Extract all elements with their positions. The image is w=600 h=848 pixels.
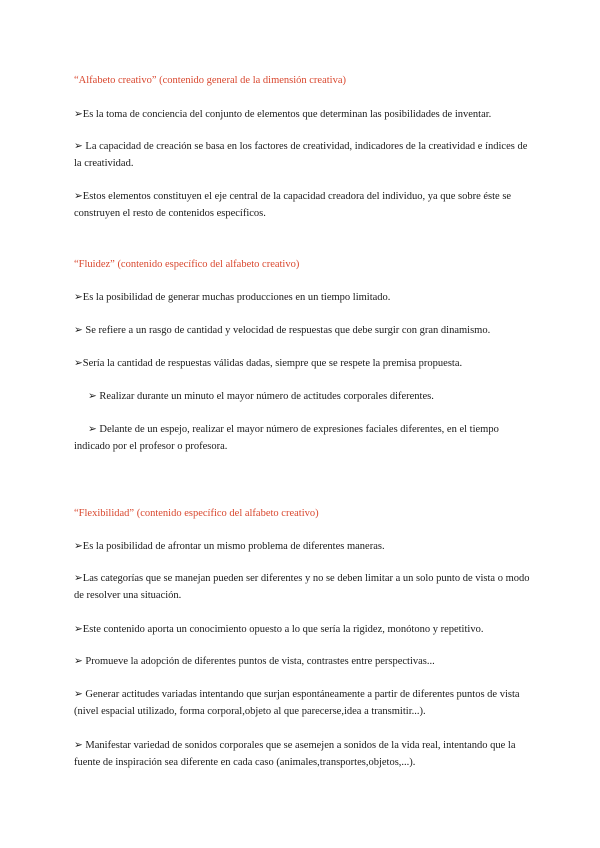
paragraph: ➢Este contenido aporta un conocimiento opuesto a lo que sería la rigidez, monótono y repetitivo.: [74, 624, 484, 635]
paragraph: ➢ Promueve la adopción de diferentes puntos de vista, contrastes entre perspectivas...: [74, 656, 435, 667]
paragraph: ➢ La capacidad de creación se basa en los factores de creatividad, indicadores de la creatividad e índices de la creatividad.: [74, 141, 528, 169]
paragraph: ➢ Se refiere a un rasgo de cantidad y velocidad de respuestas que debe surgir con gran dinamismo.: [74, 325, 491, 336]
paragraph: ➢Es la posibilidad de afrontar un mismo problema de diferentes maneras.: [74, 541, 385, 552]
example-item: ➢ Realizar durante un minuto el mayor número de actitudes corporales diferentes.: [88, 391, 434, 402]
paragraph: ➢Es la toma de conciencia del conjunto de elementos que determinan las posibilidades de inventar.: [74, 109, 492, 120]
section-heading-fluidez: “Fluidez” (contenido específico del alfabeto creativo): [74, 259, 300, 270]
section-heading-alfabeto: “Alfabeto creativo” (contenido general de la dimensión creativa): [74, 75, 346, 86]
paragraph: ➢Estos elementos constituyen el eje central de la capacidad creadora del individuo, ya que sobre éste se construyen el resto de contenidos específicos.: [74, 191, 512, 219]
paragraph: ➢ Generar actitudes variadas intentando que surjan espontáneamente a partir de diferentes puntos de vista (nivel espacial utilizado, forma corporal,objeto al que parecerse,idea a transmitir...).: [74, 689, 520, 717]
paragraph: ➢ Manifestar variedad de sonidos corporales que se asemejen a sonidos de la vida real, intentando que la fuente de inspiración sea diferente en cada caso (animales,transportes,objetos,...).: [74, 740, 516, 768]
section-heading-flexibilidad: “Flexibilidad” (contenido específico del alfabeto creativo): [74, 508, 319, 519]
paragraph: ➢Es la posibilidad de generar muchas producciones en un tiempo limitado.: [74, 292, 391, 303]
paragraph: ➢Sería la cantidad de respuestas válidas dadas, siempre que se respete la premisa propuesta.: [74, 358, 463, 369]
example-item: ➢ Delante de un espejo, realizar el mayor número de expresiones faciales diferentes, en el tiempo indicado por el profesor o profesora.: [74, 424, 499, 452]
paragraph: ➢Las categorías que se manejan pueden ser diferentes y no se deben limitar a un solo punto de vista o modo de resolver una situación.: [74, 573, 530, 601]
